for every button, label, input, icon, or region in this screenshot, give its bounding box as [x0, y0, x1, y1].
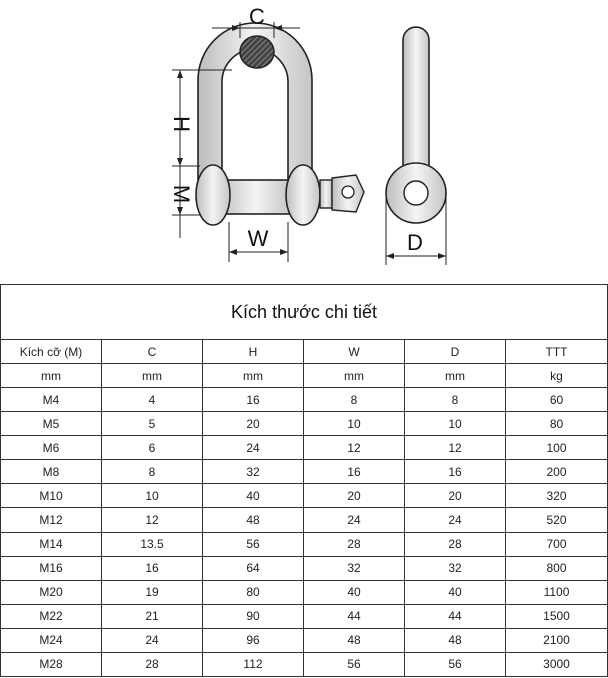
cell-d: 32: [405, 556, 506, 580]
header-w: W: [304, 340, 405, 364]
table-row: [1, 460, 608, 484]
cell-h: 32: [203, 460, 304, 484]
cell-d: 12: [405, 436, 506, 460]
cell-c: 28: [102, 652, 203, 676]
shackle-side-view: [386, 27, 446, 223]
cell-h: 48: [203, 508, 304, 532]
shackle-technical-drawing: [0, 0, 608, 283]
table-row: [1, 532, 608, 556]
cell-size: M16: [1, 556, 102, 580]
cell-w: 20: [304, 484, 405, 508]
cell-h: 16: [203, 388, 304, 412]
cell-c: 13.5: [102, 532, 203, 556]
header-ttt: TTT: [506, 340, 608, 364]
cell-h: 24: [203, 436, 304, 460]
cell-ttt: 2100: [506, 628, 608, 652]
cell-size: M5: [1, 412, 102, 436]
cell-c: 16: [102, 556, 203, 580]
left-eye: [196, 165, 230, 225]
dim-label-d: D: [407, 230, 423, 255]
table-row: [1, 508, 608, 532]
cell-ttt: 700: [506, 532, 608, 556]
shackle-drawing-svg: [0, 0, 608, 283]
cell-d: 40: [405, 580, 506, 604]
cell-h: 96: [203, 628, 304, 652]
unit-size: mm: [1, 364, 102, 388]
cell-ttt: 520: [506, 508, 608, 532]
cell-d: 28: [405, 532, 506, 556]
cell-c: 4: [102, 388, 203, 412]
unit-c: mm: [102, 364, 203, 388]
table-row: [1, 604, 608, 628]
table-row: [1, 628, 608, 652]
cell-w: 24: [304, 508, 405, 532]
unit-h: mm: [203, 364, 304, 388]
cell-c: 21: [102, 604, 203, 628]
cell-w: 40: [304, 580, 405, 604]
cell-c: 5: [102, 412, 203, 436]
cell-size: M10: [1, 484, 102, 508]
cell-d: 10: [405, 412, 506, 436]
cell-c: 12: [102, 508, 203, 532]
table-header-row: [1, 340, 608, 364]
cell-c: 10: [102, 484, 203, 508]
cell-d: 16: [405, 460, 506, 484]
cell-w: 48: [304, 628, 405, 652]
cell-size: M6: [1, 436, 102, 460]
cell-size: M4: [1, 388, 102, 412]
cell-h: 64: [203, 556, 304, 580]
dim-label-w: W: [247, 226, 269, 251]
cell-h: 20: [203, 412, 304, 436]
cell-d: 56: [405, 652, 506, 676]
unit-w: mm: [304, 364, 405, 388]
dim-label-h: H: [169, 116, 194, 132]
cell-c: 24: [102, 628, 203, 652]
header-c: C: [102, 340, 203, 364]
crown-cross-section: [240, 36, 274, 68]
cell-d: 20: [405, 484, 506, 508]
cell-size: M22: [1, 604, 102, 628]
right-eye: [286, 165, 320, 225]
cell-w: 56: [304, 652, 405, 676]
unit-ttt: kg: [506, 364, 608, 388]
cell-ttt: 3000: [506, 652, 608, 676]
cell-c: 6: [102, 436, 203, 460]
shackle-front-view: [196, 23, 364, 225]
cell-w: 10: [304, 412, 405, 436]
header-d: D: [405, 340, 506, 364]
cell-h: 80: [203, 580, 304, 604]
cell-h: 90: [203, 604, 304, 628]
cell-d: 44: [405, 604, 506, 628]
cell-size: M8: [1, 460, 102, 484]
cell-w: 16: [304, 460, 405, 484]
cell-size: M24: [1, 628, 102, 652]
table-row: [1, 436, 608, 460]
table-units-row: [1, 364, 608, 388]
cell-size: M20: [1, 580, 102, 604]
cell-ttt: 1100: [506, 580, 608, 604]
cell-h: 56: [203, 532, 304, 556]
cell-h: 40: [203, 484, 304, 508]
cell-w: 28: [304, 532, 405, 556]
cell-w: 44: [304, 604, 405, 628]
table-row: [1, 580, 608, 604]
cell-d: 24: [405, 508, 506, 532]
table-title: Kích thước chi tiết: [1, 285, 608, 340]
header-h: H: [203, 340, 304, 364]
header-size: Kích cỡ (M): [1, 340, 102, 364]
cell-ttt: 1500: [506, 604, 608, 628]
table-title-row: [1, 285, 608, 340]
cell-w: 12: [304, 436, 405, 460]
cell-size: M12: [1, 508, 102, 532]
table-row: [1, 556, 608, 580]
table-row: [1, 412, 608, 436]
cell-ttt: 320: [506, 484, 608, 508]
dim-label-c: C: [249, 4, 265, 29]
cell-ttt: 80: [506, 412, 608, 436]
cell-w: 32: [304, 556, 405, 580]
cell-w: 8: [304, 388, 405, 412]
cell-ttt: 60: [506, 388, 608, 412]
dim-label-m: M: [169, 184, 194, 204]
cell-ttt: 800: [506, 556, 608, 580]
unit-d: mm: [405, 364, 506, 388]
cell-ttt: 200: [506, 460, 608, 484]
cell-h: 112: [203, 652, 304, 676]
cell-size: M14: [1, 532, 102, 556]
dimensions-table: [0, 284, 608, 677]
cell-ttt: 100: [506, 436, 608, 460]
cell-c: 19: [102, 580, 203, 604]
table-row: [1, 388, 608, 412]
table-row: [1, 484, 608, 508]
cell-d: 48: [405, 628, 506, 652]
cell-d: 8: [405, 388, 506, 412]
table-row: [1, 652, 608, 676]
cell-size: M28: [1, 652, 102, 676]
cell-c: 8: [102, 460, 203, 484]
